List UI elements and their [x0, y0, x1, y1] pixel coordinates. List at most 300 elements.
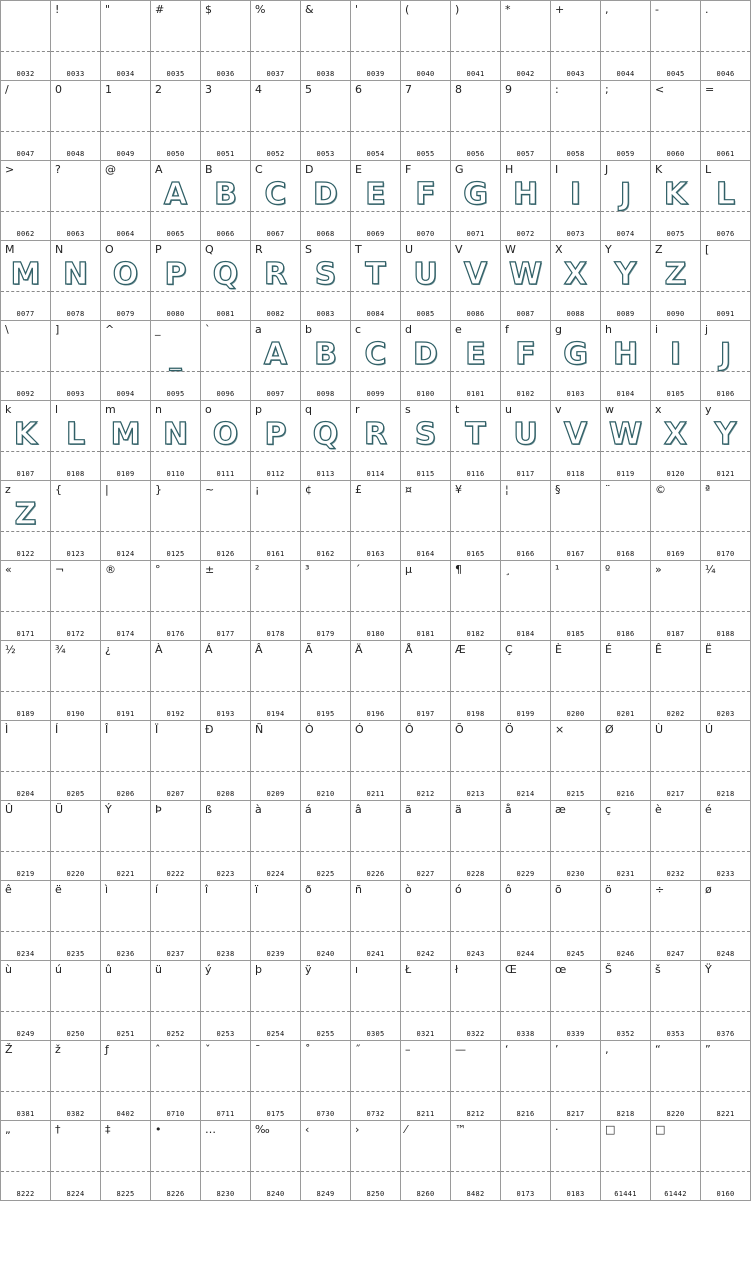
glyph-cell: [351, 401, 401, 481]
glyph-preview: X: [663, 417, 688, 452]
baseline-guide: [151, 1091, 200, 1092]
glyph-character-label: 2: [155, 83, 162, 96]
glyph-character-label: /: [5, 83, 9, 96]
glyph-cell: [651, 81, 701, 161]
glyph-character-label: >: [5, 163, 15, 176]
glyph-character-label: æ: [555, 803, 566, 816]
glyph-cell: [201, 481, 251, 561]
baseline-guide: [1, 51, 50, 52]
baseline-guide: [651, 211, 700, 212]
baseline-guide: [201, 371, 250, 372]
baseline-guide: [351, 931, 400, 932]
glyph-preview: S: [414, 417, 437, 452]
glyph-code-label: 0121: [716, 470, 735, 478]
glyph-cell: [501, 481, 551, 561]
glyph-character-label: V: [455, 243, 463, 256]
glyph-character-label: ¥: [455, 483, 462, 496]
glyph-code-label: 0251: [116, 1030, 135, 1038]
baseline-guide: [251, 931, 300, 932]
glyph-code-label: 0112: [266, 470, 285, 478]
glyph-code-label: 0085: [416, 310, 435, 318]
glyph-code-label: 0220: [66, 870, 85, 878]
glyph-character-label: û: [105, 963, 112, 976]
baseline-guide: [351, 531, 400, 532]
baseline-guide: [1, 1171, 50, 1172]
glyph-cell: [251, 961, 301, 1041]
glyph-character-label: g: [555, 323, 562, 336]
glyph-character-label: l: [55, 403, 59, 416]
glyph-cell: [101, 1121, 151, 1201]
glyph-character-label: ‰: [255, 1123, 270, 1136]
glyph-character-label: Ž: [5, 1043, 13, 1056]
baseline-guide: [601, 211, 650, 212]
baseline-guide: [51, 131, 100, 132]
glyph-code-label: 0245: [566, 950, 585, 958]
glyph-character-label: =: [705, 83, 715, 96]
glyph-cell: [301, 1, 351, 81]
baseline-guide: [601, 1171, 650, 1172]
baseline-guide: [601, 531, 650, 532]
glyph-cell: [651, 161, 701, 241]
baseline-guide: [101, 1011, 150, 1012]
glyph-cell: [51, 321, 101, 401]
glyph-cell: [501, 721, 551, 801]
glyph-cell: [151, 241, 201, 321]
glyph-character-label: þ: [255, 963, 262, 976]
glyph-code-label: 0207: [166, 790, 185, 798]
baseline-guide: [101, 451, 150, 452]
glyph-cell: [701, 881, 751, 961]
glyph-cell: [151, 721, 201, 801]
baseline-guide: [351, 51, 400, 52]
glyph-character-label: y: [705, 403, 712, 416]
glyph-character-label: h: [605, 323, 612, 336]
glyph-character-label: #: [155, 3, 165, 16]
glyph-character-label: &: [305, 3, 314, 16]
glyph-code-label: 0231: [616, 870, 635, 878]
baseline-guide: [451, 371, 500, 372]
baseline-guide: [501, 291, 550, 292]
glyph-cell: [51, 241, 101, 321]
glyph-code-label: 0236: [116, 950, 135, 958]
glyph-cell: [351, 321, 401, 401]
glyph-cell: [301, 881, 351, 961]
glyph-code-label: 0249: [16, 1030, 35, 1038]
glyph-preview: M: [10, 257, 41, 292]
glyph-character-label: Å: [405, 643, 413, 656]
glyph-cell: [251, 881, 301, 961]
glyph-cell: [301, 1041, 351, 1121]
glyph-code-label: 0239: [266, 950, 285, 958]
glyph-cell: [251, 1, 301, 81]
glyph-preview: O: [212, 417, 239, 452]
glyph-cell: [51, 881, 101, 961]
glyph-code-label: 0069: [366, 230, 385, 238]
glyph-character-label: ë: [55, 883, 62, 896]
glyph-cell: [201, 721, 251, 801]
glyph-character-label: ?: [55, 163, 61, 176]
glyph-cell: [351, 881, 401, 961]
glyph-character-label: n: [155, 403, 162, 416]
glyph-character-label: ı: [355, 963, 359, 976]
glyph-code-label: 0233: [716, 870, 735, 878]
glyph-code-label: 0079: [116, 310, 135, 318]
glyph-character-label: f: [505, 323, 509, 336]
baseline-guide: [351, 691, 400, 692]
glyph-character-label: d: [405, 323, 412, 336]
glyph-cell: [1, 721, 51, 801]
glyph-cell: [501, 241, 551, 321]
glyph-cell: [151, 561, 201, 641]
glyph-code-label: 0238: [216, 950, 235, 958]
glyph-code-label: 8220: [666, 1110, 685, 1118]
glyph-code-label: 0122: [16, 550, 35, 558]
glyph-character-label: Ú: [705, 723, 714, 736]
glyph-character-label: Ç: [505, 643, 513, 656]
baseline-guide: [101, 531, 150, 532]
glyph-code-label: 0073: [566, 230, 585, 238]
glyph-preview: R: [263, 257, 288, 292]
glyph-code-label: 0163: [366, 550, 385, 558]
baseline-guide: [651, 691, 700, 692]
glyph-code-label: 0052: [266, 150, 285, 158]
glyph-character-label: x: [655, 403, 662, 416]
glyph-code-label: 0229: [516, 870, 535, 878]
baseline-guide: [201, 211, 250, 212]
baseline-guide: [51, 691, 100, 692]
glyph-code-label: 0175: [266, 1110, 285, 1118]
baseline-guide: [601, 51, 650, 52]
glyph-cell: [601, 561, 651, 641]
baseline-guide: [401, 691, 450, 692]
glyph-character-label: Â: [255, 643, 263, 656]
glyph-character-label: <: [655, 83, 665, 96]
glyph-cell: [101, 801, 151, 881]
glyph-preview: Q: [312, 417, 339, 452]
glyph-character-label: ,: [605, 3, 609, 16]
glyph-code-label: 0209: [266, 790, 285, 798]
baseline-guide: [651, 131, 700, 132]
baseline-guide: [501, 131, 550, 132]
glyph-character-label: G: [455, 163, 464, 176]
glyph-cell: [101, 321, 151, 401]
glyph-preview: U: [413, 257, 438, 292]
glyph-character-label: ¿: [105, 643, 111, 656]
glyph-cell: [451, 961, 501, 1041]
glyph-code-label: 0247: [666, 950, 685, 958]
glyph-cell: [101, 561, 151, 641]
glyph-code-label: 0120: [666, 470, 685, 478]
glyph-character-label: 5: [305, 83, 312, 96]
glyph-code-label: 0224: [266, 870, 285, 878]
glyph-preview: U: [513, 417, 538, 452]
glyph-character-label: Ł: [405, 963, 412, 976]
glyph-cell: [51, 721, 101, 801]
glyph-code-label: 8482: [466, 1190, 485, 1198]
glyph-cell: [201, 801, 251, 881]
glyph-code-label: 0185: [566, 630, 585, 638]
glyph-cell: [251, 161, 301, 241]
glyph-code-label: 0103: [566, 390, 585, 398]
glyph-character-label: m: [105, 403, 116, 416]
glyph-cell: [551, 881, 601, 961]
baseline-guide: [101, 1091, 150, 1092]
glyph-code-label: 0087: [516, 310, 535, 318]
glyph-cell: [401, 721, 451, 801]
baseline-guide: [201, 1091, 250, 1092]
glyph-cell: [201, 961, 251, 1041]
glyph-code-label: 0092: [16, 390, 35, 398]
glyph-character-label: U: [405, 243, 414, 256]
glyph-character-label: {: [55, 483, 62, 496]
glyph-character-label: à: [255, 803, 262, 816]
glyph-code-label: 61442: [664, 1190, 687, 1198]
glyph-character-label: Ï: [155, 723, 159, 736]
baseline-guide: [351, 1091, 400, 1092]
baseline-guide: [651, 531, 700, 532]
glyph-character-label: Ÿ: [705, 963, 712, 976]
glyph-cell: [451, 241, 501, 321]
baseline-guide: [151, 771, 200, 772]
glyph-code-label: 0352: [616, 1030, 635, 1038]
glyph-character-label: ·: [555, 1123, 559, 1136]
glyph-code-label: 0080: [166, 310, 185, 318]
glyph-cell: [1, 1121, 51, 1201]
glyph-character-label: :: [555, 83, 559, 96]
glyph-code-label: 0250: [66, 1030, 85, 1038]
glyph-character-label: e: [455, 323, 462, 336]
glyph-cell: [451, 801, 501, 881]
glyph-character-label: B: [205, 163, 213, 176]
glyph-cell: [151, 401, 201, 481]
glyph-cell: [451, 881, 501, 961]
glyph-character-label: í: [155, 883, 159, 896]
glyph-code-label: 0108: [66, 470, 85, 478]
glyph-code-label: 0053: [316, 150, 335, 158]
glyph-cell: [201, 881, 251, 961]
glyph-cell: [451, 81, 501, 161]
glyph-code-label: 0243: [466, 950, 485, 958]
glyph-code-label: 0176: [166, 630, 185, 638]
glyph-cell: [651, 961, 701, 1041]
glyph-code-label: 0182: [466, 630, 485, 638]
glyph-code-label: 0187: [666, 630, 685, 638]
baseline-guide: [701, 131, 750, 132]
glyph-character-label: Ù: [655, 723, 664, 736]
glyph-character-label: Z: [655, 243, 663, 256]
baseline-guide: [201, 931, 250, 932]
glyph-cell: [501, 881, 551, 961]
baseline-guide: [101, 131, 150, 132]
glyph-cell: [451, 161, 501, 241]
glyph-character-label: ⁄: [405, 1123, 407, 1136]
glyph-preview: O: [112, 257, 139, 292]
glyph-cell: [151, 1, 201, 81]
baseline-guide: [551, 51, 600, 52]
glyph-code-label: 0072: [516, 230, 535, 238]
glyph-cell: [501, 801, 551, 881]
glyph-cell: [351, 161, 401, 241]
glyph-character-label: C: [255, 163, 263, 176]
glyph-cell: [701, 961, 751, 1041]
baseline-guide: [201, 691, 250, 692]
glyph-character-label: ×: [555, 723, 565, 736]
baseline-guide: [101, 691, 150, 692]
baseline-guide: [151, 1011, 200, 1012]
glyph-character-label: Ö: [505, 723, 514, 736]
baseline-guide: [401, 931, 450, 932]
baseline-guide: [451, 611, 500, 612]
glyph-character-label: ô: [505, 883, 512, 896]
baseline-guide: [401, 371, 450, 372]
glyph-code-label: 0160: [716, 1190, 735, 1198]
baseline-guide: [301, 531, 350, 532]
glyph-character-label: ú: [55, 963, 62, 976]
glyph-code-label: 0070: [416, 230, 435, 238]
glyph-character-label: A: [155, 163, 163, 176]
baseline-guide: [51, 1171, 100, 1172]
baseline-guide: [251, 1011, 300, 1012]
glyph-cell: [351, 641, 401, 721]
glyph-code-label: 0228: [466, 870, 485, 878]
glyph-character-label: Ê: [655, 643, 662, 656]
glyph-code-label: 0227: [416, 870, 435, 878]
glyph-character-label: µ: [405, 563, 412, 576]
glyph-code-label: 0166: [516, 550, 535, 558]
glyph-code-label: 0195: [316, 710, 335, 718]
glyph-cell: [201, 561, 251, 641]
glyph-preview: F: [515, 337, 536, 372]
glyph-character-label: Œ: [505, 963, 517, 976]
glyph-character-label: 6: [355, 83, 362, 96]
glyph-cell: [601, 721, 651, 801]
glyph-code-label: 0711: [216, 1110, 235, 1118]
glyph-code-label: 0353: [666, 1030, 685, 1038]
baseline-guide: [301, 131, 350, 132]
baseline-guide: [151, 691, 200, 692]
glyph-code-label: 0047: [16, 150, 35, 158]
glyph-code-label: 8216: [516, 1110, 535, 1118]
glyph-character-label: ä: [455, 803, 462, 816]
glyph-character-label: »: [655, 563, 662, 576]
baseline-guide: [251, 611, 300, 612]
glyph-character-label: š: [655, 963, 661, 976]
glyph-cell: [151, 1041, 201, 1121]
glyph-character-label: 9: [505, 83, 512, 96]
glyph-code-label: 0057: [516, 150, 535, 158]
baseline-guide: [101, 51, 150, 52]
glyph-cell: [301, 641, 351, 721]
glyph-cell: [651, 561, 701, 641]
baseline-guide: [651, 931, 700, 932]
glyph-preview: L: [715, 177, 736, 212]
glyph-character-label: b: [305, 323, 312, 336]
baseline-guide: [401, 131, 450, 132]
baseline-guide: [51, 211, 100, 212]
baseline-guide: [651, 851, 700, 852]
glyph-cell: [251, 401, 301, 481]
baseline-guide: [351, 611, 400, 612]
glyph-cell: [401, 321, 451, 401]
glyph-cell: [1, 961, 51, 1041]
glyph-cell: [251, 321, 301, 401]
glyph-character-label: [: [705, 243, 710, 256]
baseline-guide: [501, 1091, 550, 1092]
glyph-code-label: 0240: [316, 950, 335, 958]
glyph-preview: _: [169, 343, 182, 371]
glyph-character-label: (: [405, 3, 410, 16]
glyph-cell: [101, 401, 151, 481]
glyph-cell: [651, 721, 701, 801]
glyph-code-label: 0050: [166, 150, 185, 158]
glyph-code-label: 0232: [666, 870, 685, 878]
glyph-code-label: 0376: [716, 1030, 735, 1038]
glyph-character-label: ±: [205, 563, 215, 576]
glyph-character-label: Û: [5, 803, 14, 816]
glyph-code-label: 0105: [666, 390, 685, 398]
glyph-code-label: 8212: [466, 1110, 485, 1118]
glyph-cell: [101, 721, 151, 801]
glyph-character-label: 0: [55, 83, 62, 96]
glyph-cell: [301, 241, 351, 321]
glyph-character-label: ñ: [355, 883, 362, 896]
glyph-code-label: 8217: [566, 1110, 585, 1118]
baseline-guide: [101, 851, 150, 852]
baseline-guide: [401, 1171, 450, 1172]
glyph-cell: [401, 401, 451, 481]
glyph-character-label: ž: [55, 1043, 61, 1056]
glyph-character-label: M: [5, 243, 15, 256]
glyph-character-label: $: [205, 3, 212, 16]
glyph-code-label: 0218: [716, 790, 735, 798]
glyph-cell: [451, 641, 501, 721]
glyph-preview: I: [669, 337, 682, 372]
glyph-code-label: 0089: [616, 310, 635, 318]
glyph-cell: [651, 481, 701, 561]
glyph-cell: [351, 721, 401, 801]
glyph-character-label: ‚: [605, 1043, 609, 1056]
baseline-guide: [351, 291, 400, 292]
baseline-guide: [701, 451, 750, 452]
baseline-guide: [551, 611, 600, 612]
glyph-cell: [551, 241, 601, 321]
baseline-guide: [51, 291, 100, 292]
glyph-character-label: ÿ: [305, 963, 312, 976]
glyph-code-label: 0126: [216, 550, 235, 558]
glyph-character-label: ©: [655, 483, 666, 496]
glyph-preview: N: [162, 417, 189, 452]
glyph-cell: [651, 641, 701, 721]
glyph-character-label: q: [305, 403, 312, 416]
baseline-guide: [251, 1171, 300, 1172]
glyph-character-label: ¢: [305, 483, 312, 496]
glyph-preview: D: [313, 177, 338, 212]
glyph-cell: [201, 401, 251, 481]
baseline-guide: [351, 371, 400, 372]
glyph-character-label: j: [705, 323, 709, 336]
glyph-character-label: *: [505, 3, 511, 16]
baseline-guide: [651, 291, 700, 292]
glyph-cell: [201, 641, 251, 721]
baseline-guide: [701, 291, 750, 292]
glyph-cell: [651, 801, 701, 881]
glyph-character-label: Ó: [355, 723, 364, 736]
glyph-code-label: 0339: [566, 1030, 585, 1038]
glyph-cell: [51, 401, 101, 481]
baseline-guide: [651, 1171, 700, 1172]
glyph-cell: [351, 1, 401, 81]
glyph-code-label: 0123: [66, 550, 85, 558]
